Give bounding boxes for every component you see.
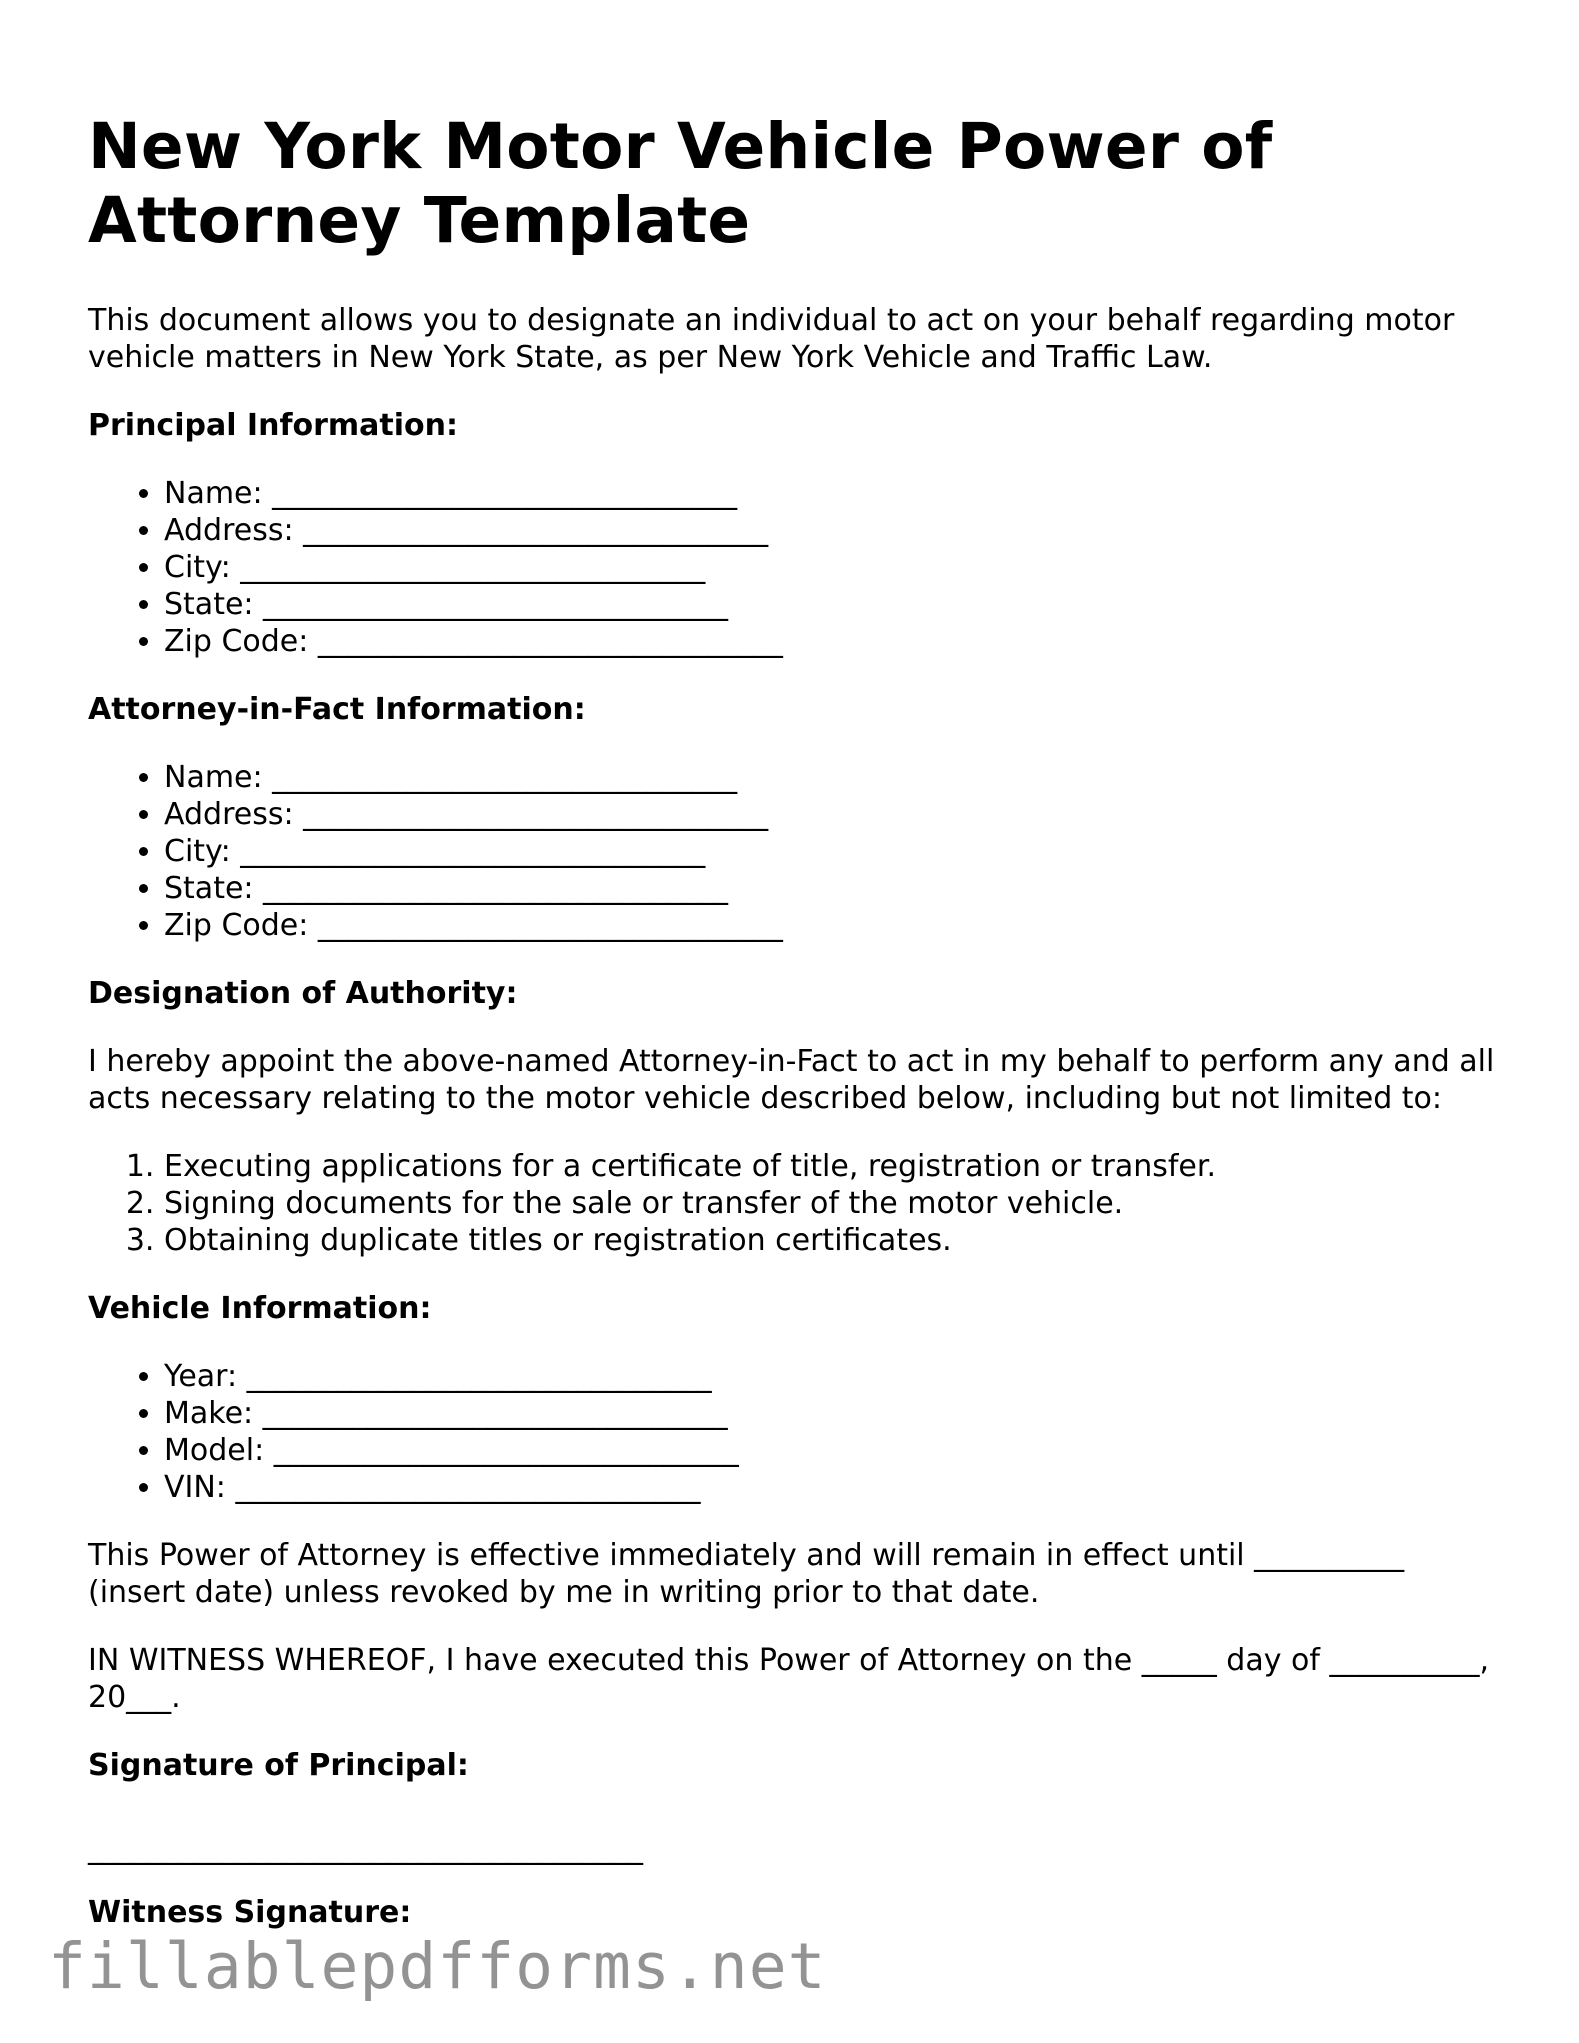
vehicle-fields-list — [88, 1358, 1508, 1506]
intro-paragraph: This document allows you to designate an individual to act on your behalf regarding motor vehicle matters in New York State, as per New York Vehicle and Traffic Law. — [88, 303, 1455, 375]
signature-heading: Signature of Principal: — [88, 1748, 469, 1783]
designation-item: 3. Obtaining duplicate titles or registration certificates. — [164, 1222, 1508, 1259]
attorney-city-field: • City: _______________________________ — [164, 833, 1508, 870]
attorney-fields-list — [88, 759, 1508, 944]
attorney-address-field: • Address: _______________________________ — [164, 796, 1508, 833]
principal-zip-field: • Zip Code: _______________________________ — [164, 623, 1508, 660]
designation-paragraph: I hereby appoint the above-named Attorney-in-Fact to act in my behalf to perform any and all acts necessary relating to the motor vehicle described below, including but not limited to: — [88, 1044, 1495, 1116]
designation-list — [88, 1148, 1508, 1259]
witness-signature-heading: Witness Signature: — [88, 1895, 412, 1930]
principal-signature-line: _____________________________________ — [88, 1831, 643, 1866]
designation-item: 2. Signing documents for the sale or transfer of the motor vehicle. — [164, 1185, 1508, 1222]
vehicle-year-field: • Year: _______________________________ — [164, 1358, 1508, 1395]
principal-name-field: • Name: _______________________________ — [164, 475, 1508, 512]
vehicle-heading: Vehicle Information: — [88, 1291, 432, 1326]
attorney-state-field: • State: _______________________________ — [164, 870, 1508, 907]
principal-state-field: • State: _______________________________ — [164, 586, 1508, 623]
effective-paragraph: This Power of Attorney is effective immediately and will remain in effect until __________ (insert date) unless revoked by me in writing prior to that date. — [88, 1538, 1405, 1610]
document-page — [88, 110, 1508, 1962]
principal-city-field: • City: _______________________________ — [164, 549, 1508, 586]
document-title: New York Motor Vehicle Power of Attorney Template — [88, 110, 1273, 257]
attorney-heading: Attorney-in-Fact Information: — [88, 692, 586, 727]
attorney-name-field: • Name: _______________________________ — [164, 759, 1508, 796]
witness-clause-paragraph: IN WITNESS WHEREOF, I have executed this Power of Attorney on the _____ day of __________, 20___. — [88, 1643, 1489, 1715]
principal-heading: Principal Information: — [88, 408, 459, 443]
vehicle-vin-field: • VIN: _______________________________ — [164, 1469, 1508, 1506]
principal-address-field: • Address: _______________________________ — [164, 512, 1508, 549]
designation-heading: Designation of Authority: — [88, 976, 518, 1011]
vehicle-make-field: • Make: _______________________________ — [164, 1395, 1508, 1432]
designation-item: 1. Executing applications for a certificate of title, registration or transfer. — [164, 1148, 1508, 1185]
attorney-zip-field: • Zip Code: _______________________________ — [164, 907, 1508, 944]
principal-fields-list — [88, 475, 1508, 660]
watermark: fillablepdfforms.net — [48, 1930, 827, 2003]
vehicle-model-field: • Model: _______________________________ — [164, 1432, 1508, 1469]
